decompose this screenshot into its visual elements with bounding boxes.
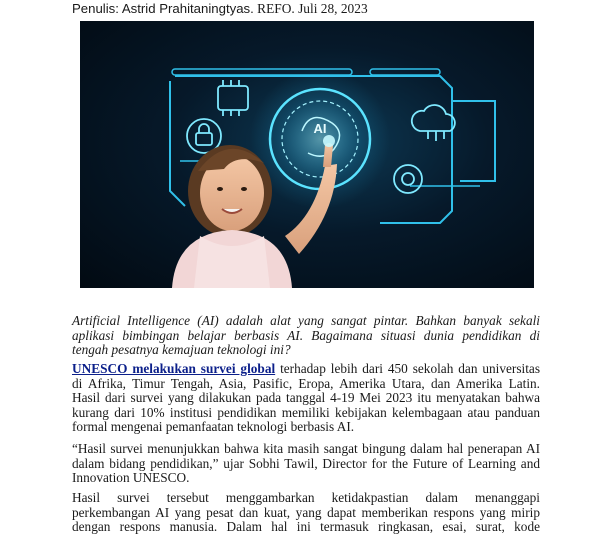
paragraph-line: dalam bidang pendidikan,” ujar Sobhi Tawil, Director for the Future of Learning and xyxy=(72,455,540,471)
paragraph-line: Hasil survei tersebut menggambarkan ketidakpastian dalam menanggapi xyxy=(72,490,540,505)
ai-label: AI xyxy=(313,121,327,136)
article-lead xyxy=(72,314,540,358)
paragraph-line: formal mengenai pemanfaatan teknologi berbasis AI. xyxy=(72,419,355,434)
byline xyxy=(72,0,368,17)
unesco-survey-link[interactable]: UNESCO melakukan survei global xyxy=(72,361,276,376)
chip-icon xyxy=(218,80,248,116)
hero-image xyxy=(80,21,534,288)
lead-line: Artificial Intelligence (AI) adalah alat yang sangat pintar. Bahkan banyak sekali xyxy=(72,313,540,328)
byline-author: Penulis: Astrid Prahitaningtyas. xyxy=(72,1,254,16)
cloud-icon xyxy=(412,105,455,141)
paragraph-line: di Afrika, Timur Tengah, Asia, Pasific, Eropa, Amerika Utara, dan Amerika Latin. xyxy=(72,375,540,391)
paragraph-line: Innovation UNESCO. xyxy=(72,470,190,485)
paragraph-line: dengan respons manusia. Dalam hal ini termasuk ringkasan, esai, surat, kode xyxy=(72,519,540,534)
paragraph-quote xyxy=(72,442,540,486)
byline-source-date: REFO. Juli 28, 2023 xyxy=(257,1,368,16)
paragraph-line: Hasil dari survei yang dilakukan pada tanggal 4-19 Mei 2023 itu menyatakan bahwa xyxy=(72,390,540,405)
lead-line: aplikasi bimbingan belajar berbasis AI. Bagaimana situasi dunia pendidikan di xyxy=(72,327,540,343)
paragraph-uncertainty xyxy=(72,491,540,535)
paragraph-line: “Hasil survei menunjukkan bahwa kita masih sangat bingung dalam hal penerapan AI xyxy=(72,441,540,456)
paragraph-line: perkembangan AI yang pesat dan kuat, yang dapat memberikan respons yang mirip xyxy=(72,504,540,520)
gear-icon xyxy=(394,165,422,193)
hero-illustration xyxy=(80,21,534,288)
paragraph-text: terhadap lebih dari 450 sekolah dan universitas xyxy=(275,361,540,376)
paragraph-line: kurang dari 10% institusi pendidikan memiliki kebijakan kelembagaan atau panduan xyxy=(72,404,540,420)
lead-line: tengah pesatnya kemajuan teknologi ini? xyxy=(72,342,291,357)
paragraph-survey xyxy=(72,362,540,435)
paragraph-line xyxy=(72,362,540,377)
